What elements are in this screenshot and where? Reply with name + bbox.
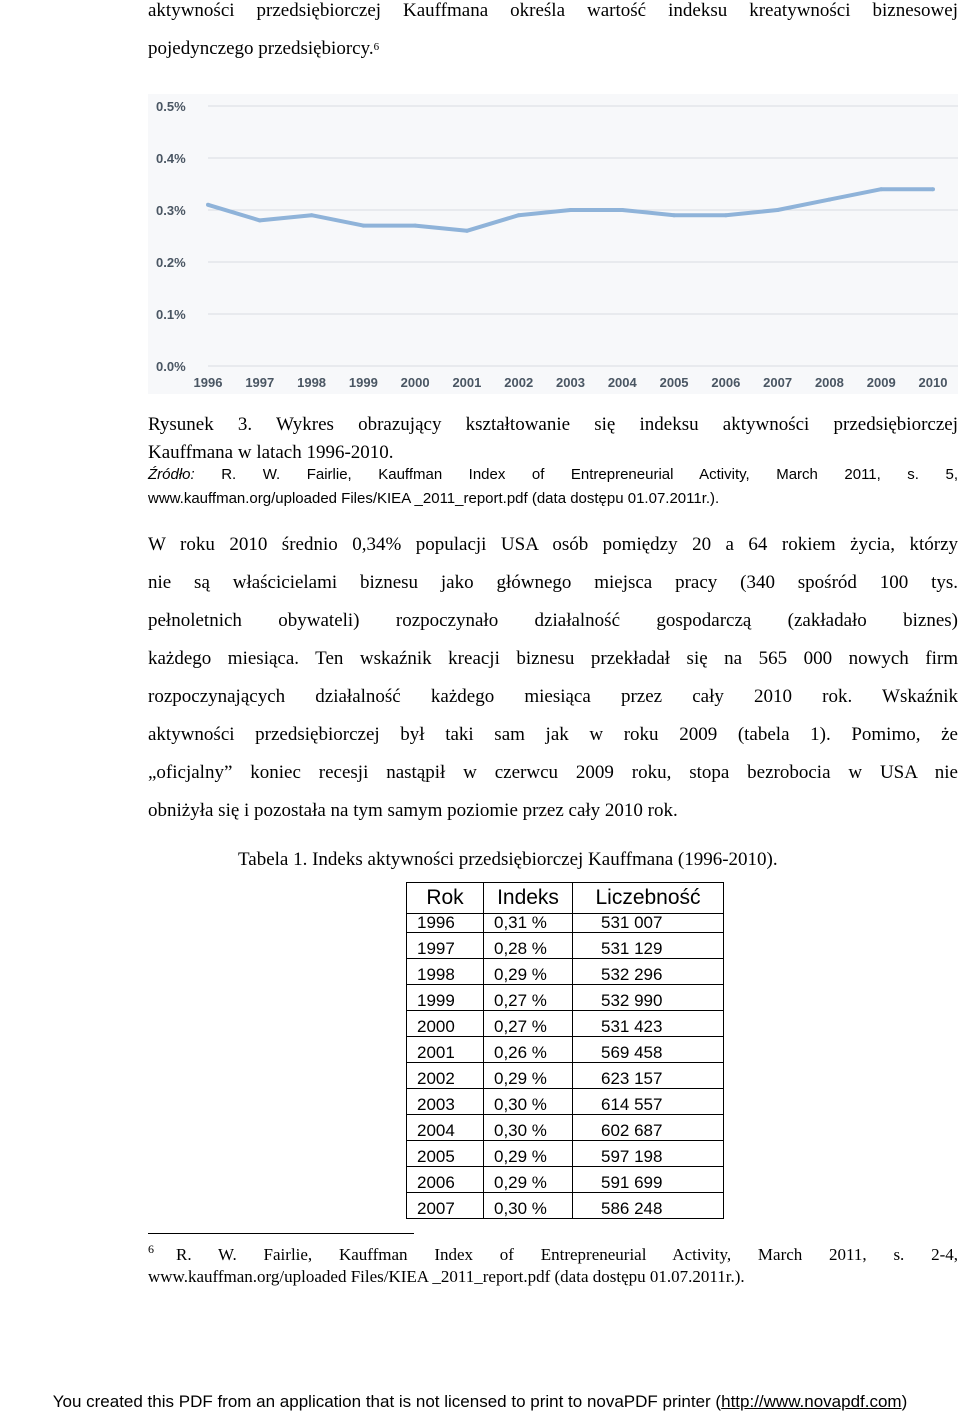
data-point-2004 <box>620 208 624 212</box>
cell-count: 532 990 <box>573 985 724 1011</box>
table-header-row <box>407 883 724 914</box>
cell-year: 1996 <box>407 914 484 933</box>
x-tick-label: 2009 <box>866 375 896 390</box>
paragraph-line: nie są właścicielami biznesu jako głównego miejsca pracy (340 spośród 100 tys. <box>148 572 958 593</box>
cell-year: 2007 <box>407 1193 484 1219</box>
table-row <box>407 1193 724 1219</box>
table-row <box>407 1141 724 1167</box>
cell-count: 569 458 <box>573 1037 724 1063</box>
cell-index: 0,31 % <box>484 914 573 933</box>
x-tick-label: 1998 <box>297 375 327 390</box>
x-tick-label: 2004 <box>607 375 637 390</box>
x-tick-label: 2008 <box>814 375 844 390</box>
x-tick-label: 2001 <box>452 375 482 390</box>
cell-index: 0,29 % <box>484 959 573 985</box>
novapdf-link[interactable]: http://www.novapdf.com <box>721 1392 902 1411</box>
footnote-line-1: R. W. Fairlie, Kauffman Index of Entrepreneurial Activity, March 2011, s. 2-4, <box>176 1245 958 1264</box>
x-tick-label: 1999 <box>348 375 378 390</box>
source-line-1: Źródło: R. W. Fairlie, Kauffman Index of Entrepreneurial Activity, March 2011, s. 5, <box>148 466 958 483</box>
x-tick-label: 1996 <box>193 375 223 390</box>
kauffman-index-chart <box>148 94 958 394</box>
paragraph-line: „oficjalny” koniec recesji nastąpił w czerwcu 2009 roku, stopa bezrobocia w USA nie <box>148 762 958 783</box>
data-point-1999 <box>361 224 365 228</box>
paragraph-line: rozpoczynających działalność każdego miesiąca przez cały 2010 rok. Wskaźnik <box>148 686 958 707</box>
cell-year: 2003 <box>407 1089 484 1115</box>
cell-count: 591 699 <box>573 1167 724 1193</box>
data-point-2010 <box>931 187 935 191</box>
col-header-index: Indeks <box>484 883 573 914</box>
cell-year: 2005 <box>407 1141 484 1167</box>
cell-count: 602 687 <box>573 1115 724 1141</box>
x-tick-label: 2002 <box>504 375 534 390</box>
footnote-separator <box>148 1233 414 1234</box>
data-point-2007 <box>776 208 780 212</box>
cell-year: 1998 <box>407 959 484 985</box>
data-point-2005 <box>672 213 676 217</box>
novapdf-banner: You created this PDF from an application that is not licensed to print to novaPDF printer (http://www.novapdf.com) <box>52 1392 908 1411</box>
cell-index: 0,30 % <box>484 1115 573 1141</box>
paragraph-line: każdego miesiąca. Ten wskaźnik kreacji biznesu przekładał się na 565 000 nowych firm <box>148 648 958 669</box>
data-point-2006 <box>724 213 728 217</box>
index-table <box>406 882 724 1219</box>
cell-index: 0,26 % <box>484 1037 573 1063</box>
table-row <box>407 1089 724 1115</box>
data-point-1997 <box>258 218 262 222</box>
paragraph-line: aktywności przedsiębiorczej był taki sam jak w roku 2009 (tabela 1). Pomimo, że <box>148 724 958 745</box>
footnote-number: 6 <box>148 1242 154 1256</box>
cell-count: 586 248 <box>573 1193 724 1219</box>
footnote-line-2: www.kauffman.org/uploaded Files/KIEA _2011_report.pdf (data dostępu 01.07.2011r.). <box>148 1267 745 1286</box>
source-line-2: www.kauffman.org/uploaded Files/KIEA _2011_report.pdf (data dostępu 01.07.2011r.). <box>148 490 720 507</box>
x-tick-label: 2007 <box>763 375 793 390</box>
cell-year: 2001 <box>407 1037 484 1063</box>
figure-caption-line-2: Kauffmana w latach 1996-2010. <box>148 442 394 463</box>
footnote-ref[interactable]: 6 <box>373 41 380 53</box>
table-row <box>407 959 724 985</box>
cell-index: 0,27 % <box>484 985 573 1011</box>
x-tick-label: 2005 <box>659 375 689 390</box>
cell-index: 0,27 % <box>484 1011 573 1037</box>
cell-count: 623 157 <box>573 1063 724 1089</box>
data-point-1996 <box>206 203 210 207</box>
cell-index: 0,30 % <box>484 1193 573 1219</box>
y-tick-label: 0.2% <box>156 255 186 270</box>
data-point-2003 <box>569 208 573 212</box>
cell-index: 0,29 % <box>484 1063 573 1089</box>
x-tick-label: 2003 <box>556 375 585 390</box>
paragraph-line: W roku 2010 średnio 0,34% populacji USA osób pomiędzy 20 a 64 rokiem życia, którzy <box>148 534 958 555</box>
cell-year: 2004 <box>407 1115 484 1141</box>
x-tick-label: 2010 <box>918 375 948 390</box>
y-tick-label: 0.5% <box>156 99 186 114</box>
cell-index: 0,28 % <box>484 933 573 959</box>
col-header-year: Rok <box>407 883 484 914</box>
y-tick-label: 0.3% <box>156 203 186 218</box>
y-tick-label: 0.0% <box>156 359 186 374</box>
data-point-1998 <box>310 213 314 217</box>
x-tick-label: 2006 <box>711 375 741 390</box>
x-tick-label: 1997 <box>245 375 275 390</box>
y-tick-label: 0.1% <box>156 307 186 322</box>
x-tick-label: 2000 <box>400 375 430 390</box>
data-point-2009 <box>879 187 883 191</box>
cell-count: 532 296 <box>573 959 724 985</box>
table-row <box>407 1063 724 1089</box>
cell-index: 0,29 % <box>484 1141 573 1167</box>
cell-year: 1997 <box>407 933 484 959</box>
paragraph-line: pełnoletnich obywateli) rozpoczynało działalność gospodarczą (zakładało biznes) <box>148 610 958 631</box>
cell-count: 531 129 <box>573 933 724 959</box>
cell-year: 2000 <box>407 1011 484 1037</box>
figure-caption-line-1: Rysunek 3. Wykres obrazujący kształtowanie się indeksu aktywności przedsiębiorczej <box>148 414 958 435</box>
y-tick-label: 0.4% <box>156 151 186 166</box>
paragraph-line: obniżyła się i pozostała na tym samym poziomie przez cały 2010 rok. <box>148 800 678 821</box>
cell-year: 1999 <box>407 985 484 1011</box>
cell-year: 2002 <box>407 1063 484 1089</box>
cell-year: 2006 <box>407 1167 484 1193</box>
cell-count: 597 198 <box>573 1141 724 1167</box>
top-text-line-1: aktywności przedsiębiorczej Kauffmana określa wartość indeksu kreatywności biznesowej <box>148 0 958 21</box>
data-point-2000 <box>413 224 417 228</box>
table-row <box>407 1037 724 1063</box>
table-row <box>407 914 724 933</box>
table-row <box>407 1115 724 1141</box>
table-row <box>407 933 724 959</box>
table-row <box>407 985 724 1011</box>
data-point-2008 <box>827 198 831 202</box>
cell-count: 531 007 <box>573 914 724 933</box>
data-point-2001 <box>465 229 469 233</box>
cell-index: 0,29 % <box>484 1167 573 1193</box>
data-point-2002 <box>517 213 521 217</box>
top-text-line-2: pojedynczego przedsiębiorcy.$^6$ <box>148 38 380 59</box>
table-row <box>407 1011 724 1037</box>
col-header-count: Liczebność <box>573 883 724 914</box>
cell-count: 614 557 <box>573 1089 724 1115</box>
cell-index: 0,30 % <box>484 1089 573 1115</box>
chart-background <box>148 94 958 394</box>
table-title: Tabela 1. Indeks aktywności przedsiębiorczej Kauffmana (1996-2010). <box>238 849 778 870</box>
table-row <box>407 1167 724 1193</box>
source-label: Źródło: <box>148 466 195 483</box>
body-paragraph <box>148 526 958 830</box>
cell-count: 531 423 <box>573 1011 724 1037</box>
